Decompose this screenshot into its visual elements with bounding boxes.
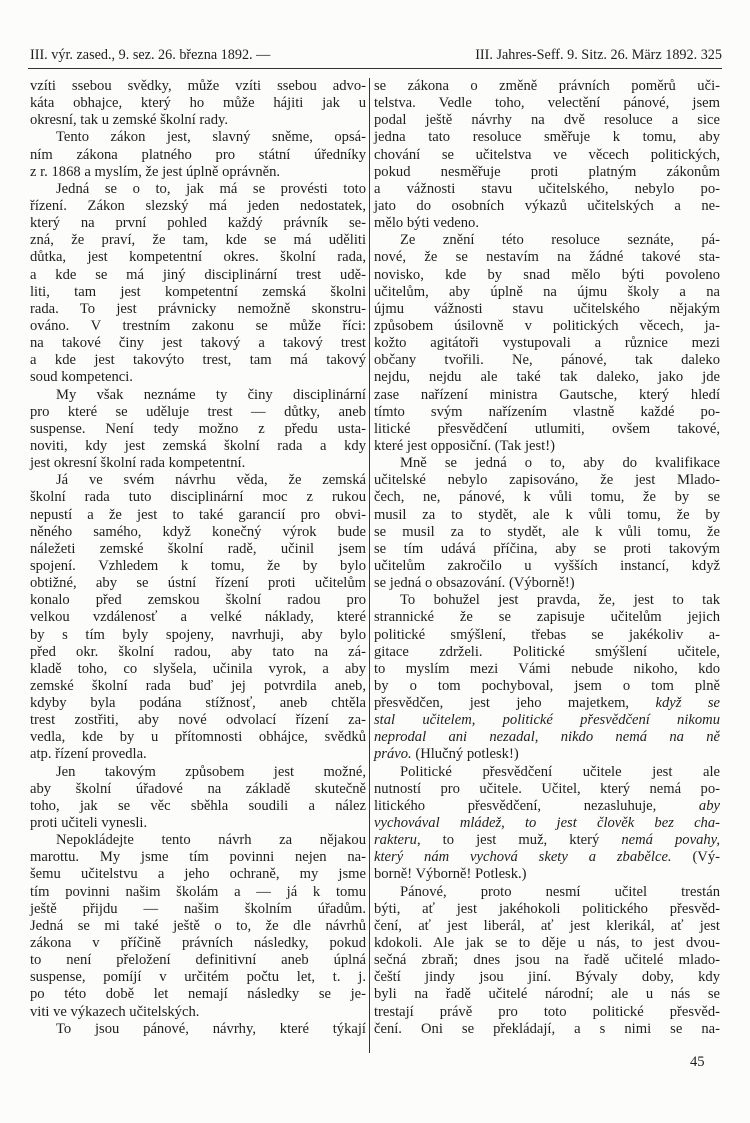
text-line: náležeti zemské školní radě, učinil jsem <box>30 540 366 557</box>
text-line: to není přeložení definitivní aneb úplná <box>30 952 366 969</box>
text-line: šemu učitelstvu a jeho ochraně, my jsme <box>30 866 366 883</box>
text-line: byli na řadě učitelé národní; ale u nás se <box>374 986 720 1003</box>
text-line <box>374 746 720 763</box>
italic-text: aby <box>698 797 720 814</box>
text-line: nejdu, nejdu ale také tak daleko, jako jde <box>374 369 720 386</box>
text-line: a kde se má jiný disciplinární trest udě- <box>30 266 366 283</box>
text-line: kdyby byla podána stížnosť, aneb chtěla <box>30 695 366 712</box>
text-line: viti ve výkazech učitelských. <box>30 1003 200 1020</box>
text-line: velkou vzdálenosť a velké náklady, které <box>30 609 366 626</box>
text-line: který na první pohled každý právník se- <box>30 215 366 232</box>
text-line: káta obhajce, který ho může hájiti jak u <box>30 95 366 112</box>
text-line: vzíti ssebou svědky, může vzíti ssebou advo- <box>30 78 366 94</box>
text-line: pokud nesměřuje proti platným zákonům <box>374 163 720 180</box>
text-segment: přesvědčen, jest jeho majetkem, <box>374 695 656 712</box>
text-line: To bohužel jest pravda, že, jest to tak <box>400 592 720 609</box>
text-line: suspense. Není tedy možno z předu usta- <box>30 420 366 437</box>
text-line: trest zostřiti, aby nové odvolací řízení za- <box>30 712 366 729</box>
text-line: obtižné, aby se ústní řízení proti učitelům <box>30 575 366 592</box>
text-line: strannické že se zapisuje učitelům jejich <box>374 609 720 626</box>
header-german: III. Jahres-Seff. 9. Sitz. 26. März 1892. 325 <box>475 47 722 63</box>
text-line: učitelům, aby úplně na újmu školy a na <box>374 283 720 300</box>
text-line <box>374 849 720 866</box>
text-line: občany tvořili. Ne, pánové, tak daleko <box>374 352 720 369</box>
text-line <box>374 712 720 729</box>
text-line: tímto svým nařízením vlastně každé po- <box>374 403 720 420</box>
text-line: způsobem úsilovně v politických věcech, ja- <box>374 317 720 334</box>
text-line: Jedná se o to, jak má se provésti toto <box>56 180 366 197</box>
italic-text: právo. <box>374 746 412 763</box>
text-line: Pánové, proto nesmí učitel trestán <box>400 883 720 900</box>
text-line: se jedná o obsazování. (Výborně!) <box>374 575 575 592</box>
text-line: zase nařízení ministra Gautsche, který hledí <box>374 386 720 403</box>
text-line: vedla, kde by u přítomnosti obhájce, svědků <box>30 729 366 746</box>
text-line: kladě toho, co slyšela, učinila vyrok, a aby <box>30 660 366 677</box>
italic-text: rakteru <box>374 832 417 849</box>
text-line: čení. Oni se překládají, a s nimi se na- <box>374 1020 720 1037</box>
text-line: učitelské nebylo zapisováno, že jest Mlado- <box>374 472 720 489</box>
text-line: nové, že se nestavím na žádné takové sta- <box>374 249 720 266</box>
text-line: sečná zbraň; dnes jsou na řadě učitelé mlado- <box>374 952 720 969</box>
text-line: To jsou pánové, návrhy, které týkají <box>56 1020 366 1037</box>
text-line: Já ve svém návrhu věda, že zemská <box>56 472 366 489</box>
text-line: učitelům zakročilo u vyšších instancí, když <box>374 557 720 574</box>
text-line: se zákona o změně právních poměrů uči- <box>374 78 720 94</box>
text-line: Mně se jedná o to, aby do kvalifikace <box>400 455 720 472</box>
text-line <box>374 729 720 746</box>
text-line: musil za to stydět, ale k vůli tomu, že by <box>374 506 720 523</box>
italic-text: stal učitelem, politické přesvědčení nikomu <box>374 712 720 729</box>
text-line: čech, ne, pánové, k vůli tomu, že by se <box>374 489 720 506</box>
left-column <box>30 78 366 1038</box>
text-line: by s tím byly spojeny, navrhuji, aby bylo <box>30 626 366 643</box>
text-line: noviti, kdy jest zemská školní rada a kdy <box>30 437 366 454</box>
italic-text: vychovával mládež, to jest člověk bez cha- <box>374 815 720 832</box>
text-line: proti učiteli vynesli. <box>30 815 148 832</box>
text-line: z r. 1868 a myslím, že jest úplně oprávněn. <box>30 163 281 180</box>
text-line: toho, jak se věc sběhla soudili a nález <box>30 797 366 814</box>
italic-text: neprodal ani nezadal, nikdo nemá na ně <box>374 729 720 746</box>
text-line: konalo před zemskou školní radou pro <box>30 592 366 609</box>
text-line: Jen takovým způsobem jest možné, <box>56 763 366 780</box>
text-line: liti, tam jest kompetentní zemská školni <box>30 283 366 300</box>
italic-text: který nám vychová skety a zbabělce. <box>374 849 672 866</box>
text-line: újmu vážnosti stavu učitelského nějakým <box>374 300 720 317</box>
text-line: které jest opposiční. (Tak jest!) <box>374 437 555 454</box>
italic-text: nemá povahy, <box>621 832 720 849</box>
text-line: marottu. My jsme tím povinni nejen na- <box>30 849 366 866</box>
header-czech: III. výr. zased., 9. sez. 26. března 1892. — <box>30 47 271 63</box>
text-line <box>374 695 720 712</box>
italic-text: když se <box>655 695 720 712</box>
text-line: čeští jindy jsou jiní. Bývaly doby, kdy <box>374 969 720 986</box>
text-line: čení, ať jest liberál, ať jest klerikál, ať jest <box>374 917 720 934</box>
text-line: gitace zdrželi. Politické smýšlení učitele, <box>374 643 720 660</box>
text-line: důtka, jest kompetentní okres. školní rada, <box>30 249 366 266</box>
text-line: Nepokládejte tento návrh za nějakou <box>56 832 366 849</box>
text-line: soud kompetenci. <box>30 369 133 386</box>
text-line <box>374 815 720 832</box>
right-column <box>374 78 720 1038</box>
text-line: řízení. Zákon slezský má jeden nedostatek, <box>30 197 366 214</box>
text-line: spojení. Vzhledem k tomu, že by bylo <box>30 557 366 574</box>
column-divider <box>369 78 370 1053</box>
header-rule <box>28 68 722 69</box>
text-line: atp. řízení provedla. <box>30 746 147 763</box>
text-line: se musil za to stydět, ale k vůli tomu, že <box>374 523 720 540</box>
text-line: po této době let nemají následky se je- <box>30 986 366 1003</box>
text-line: býti, ať jest jakéhokoli politického přesvěd- <box>374 900 720 917</box>
text-line: litické přesvědčení utlumiti, ovšem takové, <box>374 420 720 437</box>
text-line: na takové činy jest takový a takový trest <box>30 335 366 352</box>
text-line: jedna tato resoluce směřuje k tomu, aby <box>374 129 720 146</box>
text-line: před okr. školní radou, aby tato na zá- <box>30 643 366 660</box>
text-segment: litického přesvědčení, nezasluhuje, <box>374 797 699 814</box>
text-line: My však neznáme ty činy disciplinární <box>56 386 366 403</box>
text-line: kdokoli. Ale jak se to děje u nás, to jest dvou- <box>374 935 720 952</box>
text-line: a kde jest takovýto trest, tam má takový <box>30 352 366 369</box>
text-line: jato do osobních výkazů učitelských a ne- <box>374 197 720 214</box>
text-line: telstva. Vedle toho, velectění pánové, jsem <box>374 95 720 112</box>
text-line: mělo býti vedeno. <box>374 215 479 232</box>
text-line: Jedná se mi také ještě o to, že dle návrhů <box>30 917 366 934</box>
text-line: ním zákona platného pro státní úředníky <box>30 146 366 163</box>
text-line: něného samého, když konečný výrok bude <box>30 523 366 540</box>
running-header <box>30 47 722 64</box>
text-line: chování se učitelstva ve věcech politických, <box>374 146 720 163</box>
text-line: nepustí a že jest to také garancií pro obvi- <box>30 506 366 523</box>
text-line: a vážnosti stavu učitelského, nebylo po- <box>374 180 720 197</box>
text-line: by o tom pochyboval, jsem o tom plně <box>374 677 720 694</box>
text-line: zná, že praví, že tam, kde se má uděliti <box>30 232 366 249</box>
text-line: jest okresní školní rada kompetentní. <box>30 455 246 472</box>
text-line: trestají právě pro toto politické přesvěd- <box>374 1003 720 1020</box>
text-line: to myslím mezi Vámi nebude nikoho, kdo <box>374 660 720 677</box>
text-line <box>374 798 720 815</box>
text-line: pro které se uděluje trest — důtky, aneb <box>30 403 366 420</box>
signature-mark: 45 <box>690 1054 705 1070</box>
text-line: se tím udává příčina, aby se proti takovým <box>374 540 720 557</box>
text-line: tím povinni našim školám a — já k tomu <box>30 883 366 900</box>
text-line: suspense, pomíjí v určitém počtu let, t. j. <box>30 969 366 986</box>
text-line: podal ještě návrhy na dvě resoluce a sice <box>374 112 720 129</box>
text-segment: (Vý- <box>671 849 720 866</box>
text-line: zemské školní rada buď jej potvrdila aneb, <box>30 677 366 694</box>
text-line: zákona v příčině právních následky, pokud <box>30 935 366 952</box>
text-line: kožto agitátoři vystupovali a různice mezi <box>374 335 720 352</box>
text-line: Politické přesvědčení učitele jest ale <box>400 763 720 780</box>
text-line: školní rada tuto disciplinární moc z rukou <box>30 489 366 506</box>
text-line: nutností pro učitele. Učitel, který nemá po- <box>374 780 720 797</box>
text-line <box>374 832 720 849</box>
text-line: borně! Výborně! Potlesk.) <box>374 866 527 883</box>
text-segment: , to jest muž, který <box>416 832 622 849</box>
text-line: politické smýšlení, třebas se jakékoliv a- <box>374 626 720 643</box>
text-line: okresní, tak u zemské školní rady. <box>30 112 229 129</box>
text-segment: (Hlučný potlesk!) <box>411 746 519 763</box>
text-line: ováno. V trestním zakonu se může říci: <box>30 317 366 334</box>
text-line: aby školní úřadové na základě skutečně <box>30 780 366 797</box>
text-line: ještě přijdu — našim školním úřadům. <box>30 900 366 917</box>
text-line: Tento zákon jest, slavný sněme, opsá- <box>56 129 366 146</box>
text-line: Ze znění této resoluce seznáte, pá- <box>400 232 720 249</box>
text-line: rada. To jest právnicky nemožně skonstru- <box>30 300 366 317</box>
text-line: novisko, kde by snad mělo býti povoleno <box>374 266 720 283</box>
